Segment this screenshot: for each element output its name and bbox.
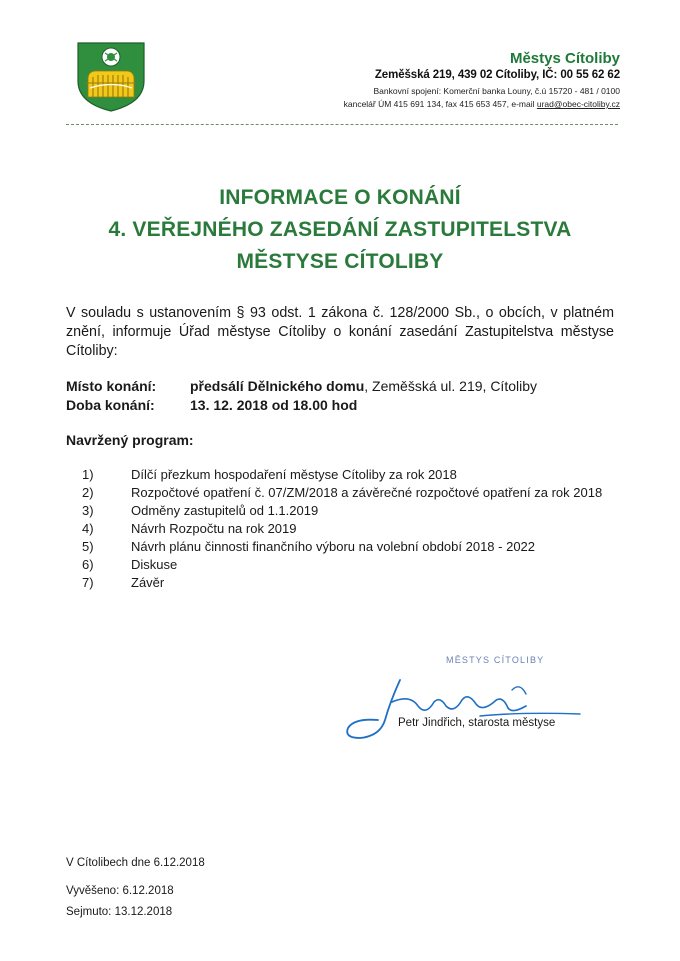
title-line-2: 4. VEŘEJNÉHO ZASEDÁNÍ ZASTUPITELSTVA (108, 218, 572, 241)
municipality-address: Zeměšská 219, 439 02 Cítoliby, IČ: 00 55 62 62 (374, 69, 620, 81)
place-value-rest: , Zeměšská ul. 219, Cítoliby (364, 378, 538, 394)
item-number: 7) (82, 575, 94, 590)
item-number: 6) (82, 557, 94, 572)
handwritten-signature (330, 672, 590, 752)
item-text: Návrh plánu činnosti finančního výboru na volební období 2018 - 2022 (131, 539, 536, 554)
removed-date: Sejmuto: 13.12.2018 (66, 906, 173, 918)
item-number: 5) (82, 539, 94, 554)
place-value (190, 378, 537, 394)
time-label: Doba konání: (66, 397, 155, 413)
item-text: Odměny zastupitelů od 1.1.2019 (131, 503, 319, 518)
item-text: Dílčí přezkum hospodaření městyse Cítoliby za rok 2018 (131, 467, 457, 482)
item-number: 3) (82, 503, 94, 518)
place-and-date: V Cítolibech dne 6.12.2018 (66, 857, 205, 869)
program-heading: Navržený program: (66, 432, 194, 448)
office-contact-text: kancelář ÚM 415 691 134, fax 415 653 457, e-mail (343, 99, 537, 109)
municipality-name: Městys Cítoliby (509, 50, 620, 67)
signer-name: Petr Jindřich, starosta městyse (398, 717, 556, 729)
title-line-1: INFORMACE O KONÁNÍ (219, 186, 461, 209)
posted-date: Vyvěšeno: 6.12.2018 (66, 885, 174, 897)
header-divider (66, 124, 618, 125)
item-text: Závěr (131, 575, 165, 590)
item-number: 4) (82, 521, 94, 536)
office-contact (344, 99, 620, 109)
item-number: 2) (82, 485, 94, 500)
email-link[interactable]: urad@obec-citoliby.cz (536, 99, 620, 109)
bank-details: Bankovní spojení: Komerční banka Louny, č.ú 15720 - 481 / 0100 (373, 86, 620, 96)
official-stamp: MĚSTYS CÍTOLIBY (446, 655, 545, 665)
title-line-3: MĚSTYSE CÍTOLIBY (236, 250, 444, 273)
time-value: 13. 12. 2018 od 18.00 hod (190, 397, 358, 413)
place-label: Místo konání: (66, 378, 157, 394)
item-text: Návrh Rozpočtu na rok 2019 (131, 521, 297, 536)
item-text: Rozpočtové opatření č. 07/ZM/2018 a závěrečné rozpočtové opatření za rok 2018 (131, 485, 603, 500)
item-text: Diskuse (131, 557, 178, 572)
item-number: 1) (82, 467, 94, 482)
intro-paragraph: V souladu s ustanovením § 93 odst. 1 zákona č. 128/2000 Sb., o obcích, v platném znění, informuje Úřad městyse Cítoliby o konání zasedání Zastupitelstva městyse Cítoliby: (66, 305, 614, 359)
place-value-bold: předsálí Dělnického domu (190, 378, 365, 394)
coat-of-arms-icon (76, 41, 146, 113)
